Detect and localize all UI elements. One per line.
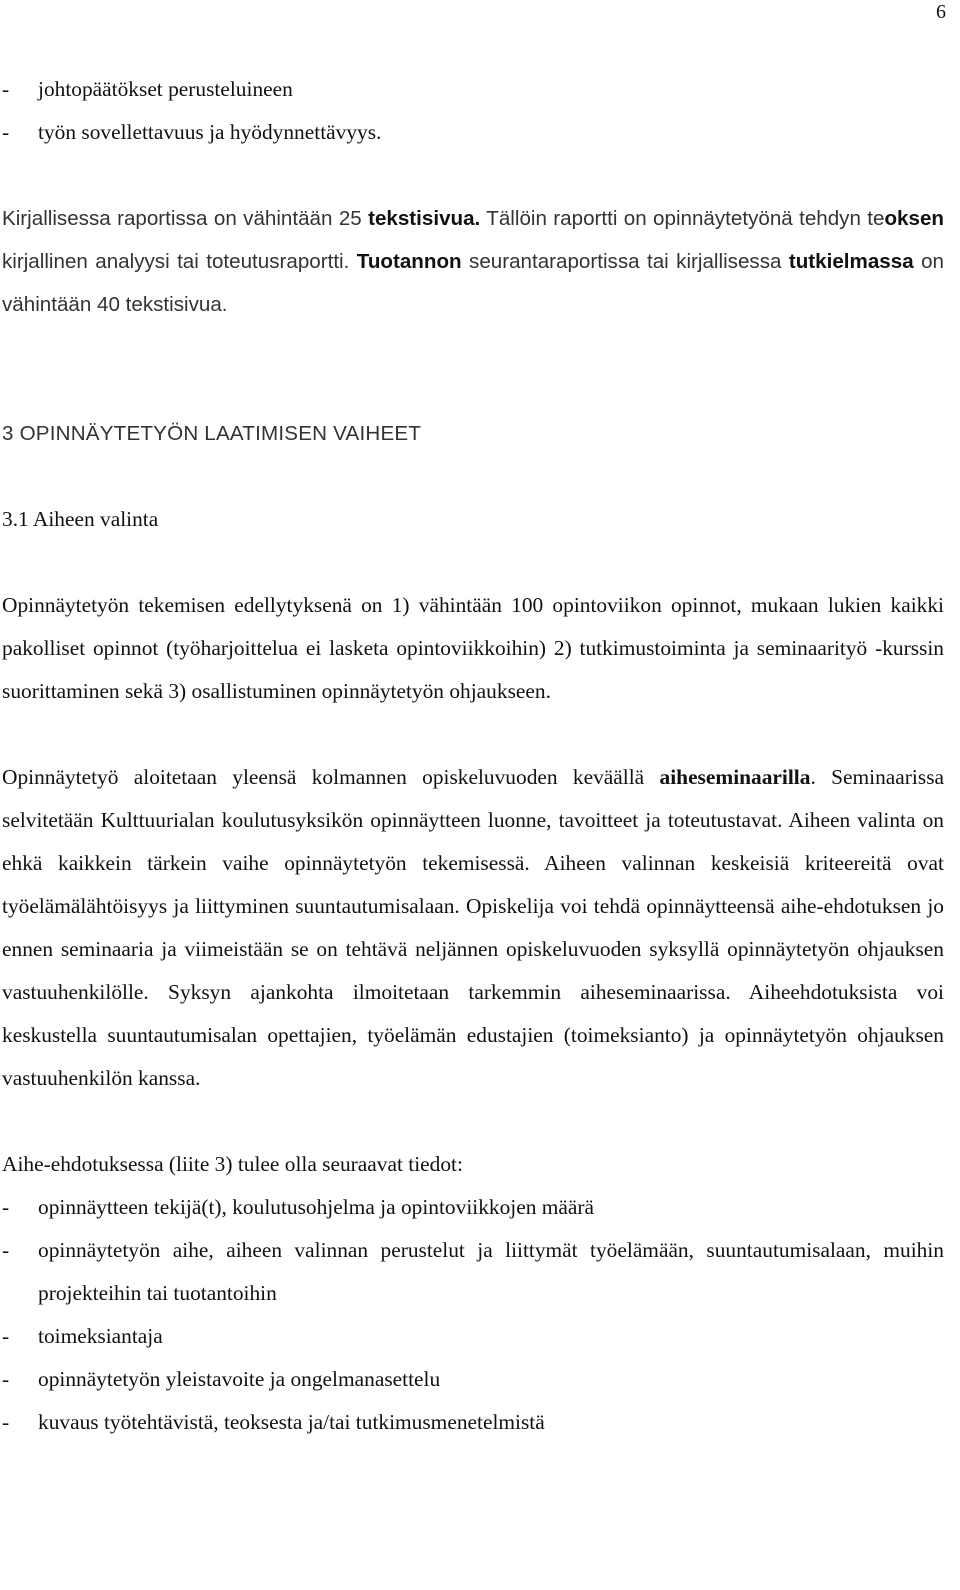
proposal-bullet-item xyxy=(2,1358,944,1401)
bullet-dash: - xyxy=(2,77,10,101)
topic-selection-paragraph xyxy=(2,756,944,1100)
bullet-text: opinnäytetyön aihe, aiheen valinnan perustelut ja liittymät työelämään, suuntautumisalaan, muihin projekteihin tai tuotantoihin xyxy=(38,1238,944,1305)
subsection-heading: 3.1 Aiheen valinta xyxy=(2,507,159,531)
report-length-paragraph xyxy=(2,197,944,326)
bullet-text: opinnäytteen tekijä(t), koulutusohjelma ja opintoviikkojen määrä xyxy=(38,1195,595,1219)
bold-term: oksen xyxy=(884,207,944,230)
proposal-bullet-item xyxy=(2,1186,944,1229)
intro-bullet-item xyxy=(2,68,944,111)
bullet-dash: - xyxy=(2,1367,10,1391)
page-content xyxy=(2,68,944,1444)
bullet-text: toimeksiantaja xyxy=(38,1324,163,1348)
proposal-intro: Aihe-ehdotuksessa (liite 3) tulee olla seuraavat tiedot: xyxy=(2,1152,463,1176)
bullet-text: kuvaus työtehtävistä, teoksesta ja/tai tutkimusmenetelmistä xyxy=(38,1410,545,1434)
bullet-text: työn sovellettavuus ja hyödynnettävyys. xyxy=(38,120,382,144)
bullet-dash: - xyxy=(2,120,10,144)
text-span: Tällöin raportti on opinnäytetyönä tehdyn te xyxy=(480,207,885,230)
text-span: Kirjallisessa raportissa on vähintään 25 xyxy=(2,207,369,230)
text-span: seurantaraportissa tai kirjallisessa xyxy=(461,250,789,273)
prerequisites-paragraph: Opinnäytetyön tekemisen edellytyksenä on 1) vähintään 100 opintoviikon opinnot, mukaan lukien kaikki pakolliset opinnot (työharjoittelua ei lasketa opintoviikkoihin) 2) tutkimustoiminta ja seminaarityö -kurssin suorittaminen sekä 3) osallistuminen opinnäytetyön ohjaukseen. xyxy=(2,593,944,703)
bullet-dash: - xyxy=(2,1238,10,1262)
text-span: kirjallinen analyysi tai toteutusraportti. xyxy=(2,250,357,273)
text-span: on vähintään 40 tekstisivua. xyxy=(2,250,944,316)
bullet-text: opinnäytetyön yleistavoite ja ongelmanasettelu xyxy=(38,1367,441,1391)
bold-term: tutkielmassa xyxy=(788,250,914,273)
bold-term: tekstisivua. xyxy=(368,207,481,230)
bullet-dash: - xyxy=(2,1324,10,1348)
intro-bullet-item xyxy=(2,111,944,154)
proposal-bullet-item xyxy=(2,1229,944,1315)
proposal-bullet-item xyxy=(2,1401,944,1444)
bullet-text: johtopäätökset perusteluineen xyxy=(38,77,293,101)
proposal-bullet-item xyxy=(2,1315,944,1358)
text-span: . Seminaarissa selvitetään Kulttuurialan koulutusyksikön opinnäytteen luonne, tavoitteet ja toteutustavat. Aiheen valinta on ehkä kaikkein tärkein vaihe opinnäytetyön tekemisessä. Aiheen valinnan keskeisiä kriteereitä ovat työelämälähtöisyys ja liittyminen suuntautumisalaan. Opiskelija voi tehdä opinnäytteensä aihe-ehdotuksen jo ennen seminaaria ja viimeistään se on tehtävä neljännen opiskeluvuoden syksyllä opinnäytetyön ohjauksen vastuuhenkilölle. Syksyn ajankohta ilmoitetaan tarkemmin aiheseminaarissa. Aiheehdotuksista voi keskustella suuntautumisalan opettajien, työelämän edustajien (toimeksianto) ja opinnäytetyön ohjauksen vastuuhenkilön kanssa. xyxy=(2,765,945,1090)
bullet-dash: - xyxy=(2,1410,10,1434)
text-span: Opinnäytetyö aloitetaan yleensä kolmannen opiskeluvuoden keväällä xyxy=(2,765,660,789)
bold-term: Tuotannon xyxy=(356,250,462,273)
section-heading: 3 OPINNÄYTETYÖN LAATIMISEN VAIHEET xyxy=(2,422,422,445)
bullet-dash: - xyxy=(2,1195,10,1219)
page-number: 6 xyxy=(936,1,946,23)
bold-term: aiheseminaarilla xyxy=(659,765,811,789)
